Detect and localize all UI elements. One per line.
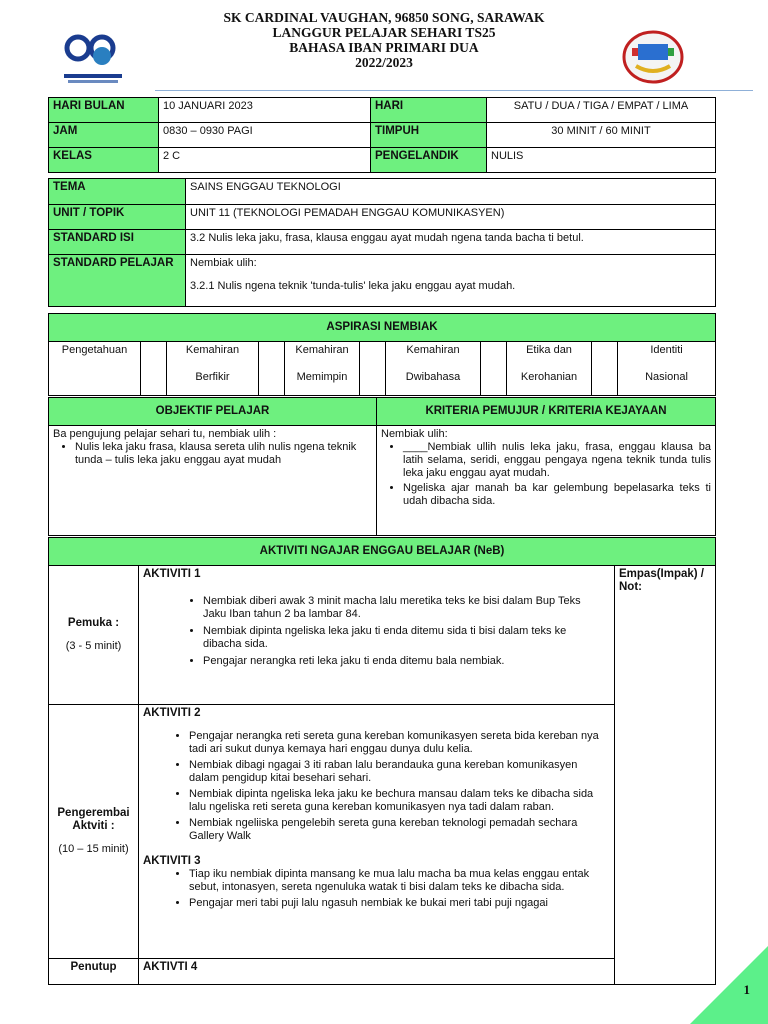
aspirasi-checkbox	[141, 342, 167, 396]
jam-value: 0830 – 0930 PAGI	[159, 123, 371, 148]
aktiviti-bullet: • Nembiak dipinta ngeliska leka jaku ke bechura mansau dalam teks ke dibacha sida lalu ngeliska reti sereta guna kereban komunikasyen nya tadi dalam raban.	[189, 788, 602, 814]
kelas-label: KELAS	[49, 148, 159, 173]
standard-pelajar-value	[186, 255, 716, 307]
kriteria-content	[377, 426, 716, 536]
aktiviti-title: AKTIVITI NGAJAR ENGGAU BELAJAR (NeB)	[49, 538, 716, 566]
aktiviti-4-title: AKTIVTI 4	[139, 959, 615, 985]
standard-isi-label: STANDARD ISI	[49, 230, 186, 255]
pengerembai-cell	[49, 705, 139, 959]
corner-decoration	[690, 946, 768, 1024]
kriteria-title: KRITERIA PEMUJUR / KRITERIA KEJAYAAN	[377, 398, 716, 426]
aspirasi-checkbox	[481, 342, 507, 396]
school-name: SK CARDINAL VAUGHAN, 96850 SONG, SARAWAK	[223, 10, 545, 25]
info-table	[48, 97, 716, 173]
objektif-table	[48, 397, 716, 536]
aspirasi-item: Kemahiran Dwibahasa	[386, 342, 481, 396]
kriteria-bullet: • Ngeliska ajar manah ba kar gelembung bepelasarka teks ti udah dibacha sida.	[403, 482, 711, 508]
aktiviti-table	[48, 537, 716, 985]
standard-pelajar-detail: 3.2.1 Nulis ngena teknik 'tunda-tulis' leka jaku enggau ayat mudah.	[190, 280, 516, 292]
aspirasi-checkbox	[592, 342, 618, 396]
hari-bulan-label: HARI BULAN	[49, 98, 159, 123]
standard-isi-value: 3.2 Nulis leka jaku, frasa, klausa enggau ayat mudah ngena tanda bacha ti betul.	[186, 230, 716, 255]
tema-label: TEMA	[49, 179, 186, 205]
aspirasi-item: Pengetahuan	[49, 342, 141, 396]
pemuka-cell	[49, 566, 139, 705]
unit-value: UNIT 11 (TEKNOLOGI PEMADAH ENGGAU KOMUNIKASYEN)	[186, 205, 716, 230]
pengerembai-time: (10 – 15 minit)	[58, 843, 129, 855]
pengerembai-label: Pengerembai Aktviti :	[57, 807, 130, 832]
hari-label: HARI	[371, 98, 487, 123]
aktiviti-bullet: • Pengajar meri tabi puji lalu ngasuh nembiak ke bukai meri tabi puji ngagai	[189, 897, 602, 910]
hari-value: SATU / DUA / TIGA / EMPAT / LIMA	[487, 98, 716, 123]
plan-title: LANGGUR PELAJAR SEHARI TS25	[272, 25, 496, 40]
aspirasi-table	[48, 313, 716, 396]
kelas-value: 2 C	[159, 148, 371, 173]
jam-label: JAM	[49, 123, 159, 148]
penutup-label: Penutup	[49, 959, 139, 985]
timpuh-label: TIMPUH	[371, 123, 487, 148]
ts25-logo	[58, 26, 128, 86]
kriteria-bullet: • ____Nembiak ullih nulis leka jaku, frasa, enggau klausa ba latih selama, seridi, enggau pengaya ngena teknik tunda tulis leka jaku enggau ayat mudah.	[403, 441, 711, 480]
standard-pelajar-intro: Nembiak ulih:	[190, 257, 257, 269]
aktiviti-2-title: AKTIVITI 2	[143, 707, 201, 719]
objektif-intro: Ba pengujung pelajar sehari tu, nembiak ulih :	[53, 428, 277, 440]
standard-pelajar-label: STANDARD PELAJAR	[49, 255, 186, 307]
tema-value: SAINS ENGGAU TEKNOLOGI	[186, 179, 716, 205]
pengelandik-label: PENGELANDIK	[371, 148, 487, 173]
objektif-content	[49, 426, 377, 536]
aspirasi-checkbox	[259, 342, 285, 396]
pemuka-label: Pemuka :	[67, 617, 120, 629]
aspirasi-item: Identiti Nasional	[618, 342, 716, 396]
pemuka-time: (3 - 5 minit)	[65, 640, 122, 652]
subject-title: BAHASA IBAN PRIMARI DUA	[289, 40, 479, 55]
aktiviti-bullet: • Pengajar nerangka reti leka jaku ti enda ditemu bala nembiak.	[203, 655, 600, 668]
topic-table	[48, 178, 716, 307]
session-year: 2022/2023	[355, 55, 413, 70]
aspirasi-checkbox	[360, 342, 386, 396]
timpuh-value: 30 MINIT / 60 MINIT	[487, 123, 716, 148]
objektif-bullet: • Nulis leka jaku frasa, klausa sereta ulih nulis ngena teknik tunda – tulis leka jaku enggau ayat mudah	[75, 441, 372, 467]
objektif-title: OBJEKTIF PELAJAR	[49, 398, 377, 426]
aktiviti-1-title: AKTIVITI 1	[143, 568, 201, 580]
aktiviti-bullet: • Nembiak diberi awak 3 minit macha lalu meretika teks ke bisi dalam Bup Teks Jaku Iban tahun 2 ba lambar 84.	[203, 595, 600, 621]
pengelandik-value: NULIS	[487, 148, 716, 173]
aktiviti-bullet: • Nembiak dibagi ngagai 3 iti raban lalu berandauka guna kereban komunikasyen dalam pengidup kitai besehari sehari.	[189, 759, 602, 785]
hari-bulan-value: 10 JANUARI 2023	[159, 98, 371, 123]
unit-label: UNIT / TOPIK	[49, 205, 186, 230]
page-number: 1	[743, 982, 750, 997]
aspirasi-title: ASPIRASI NEMBIAK	[49, 314, 716, 342]
aktiviti-bullet: • Tiap iku nembiak dipinta mansang ke mua lalu macha ba mua kelas enggau entak sebut, intonasyen, sereta ngenuluka watak ti bisi dalam teks ke dibacha sida.	[189, 868, 602, 894]
aktiviti-3-title: AKTIVITI 3	[143, 855, 201, 867]
empas-notes: Empas(Impak) / Not:	[615, 566, 716, 985]
aspirasi-item: Kemahiran Berfikir	[167, 342, 259, 396]
aktiviti-1-cell	[139, 566, 615, 705]
aktiviti-bullet: • Nembiak dipinta ngeliska leka jaku ti enda ditemu sida ti bisi dalam teks ke dibacha sida.	[203, 625, 600, 651]
kriteria-intro: Nembiak ulih:	[381, 428, 448, 440]
school-crest-logo	[622, 30, 684, 85]
aktiviti-2-3-cell	[139, 705, 615, 959]
aspirasi-item: Etika dan Kerohanian	[507, 342, 592, 396]
aktiviti-bullet: • Nembiak ngeliiska pengelebih sereta guna kereban teknologi pemadah sechara Gallery Walk	[189, 817, 602, 843]
aspirasi-item: Kemahiran Memimpin	[285, 342, 360, 396]
header-divider	[155, 90, 753, 91]
aktiviti-bullet: • Pengajar nerangka reti sereta guna kereban komunikasyen sereta bida kereban nya tadi ari sukut dunya kemaya hari enggau dunya dulu kelia.	[189, 730, 602, 756]
